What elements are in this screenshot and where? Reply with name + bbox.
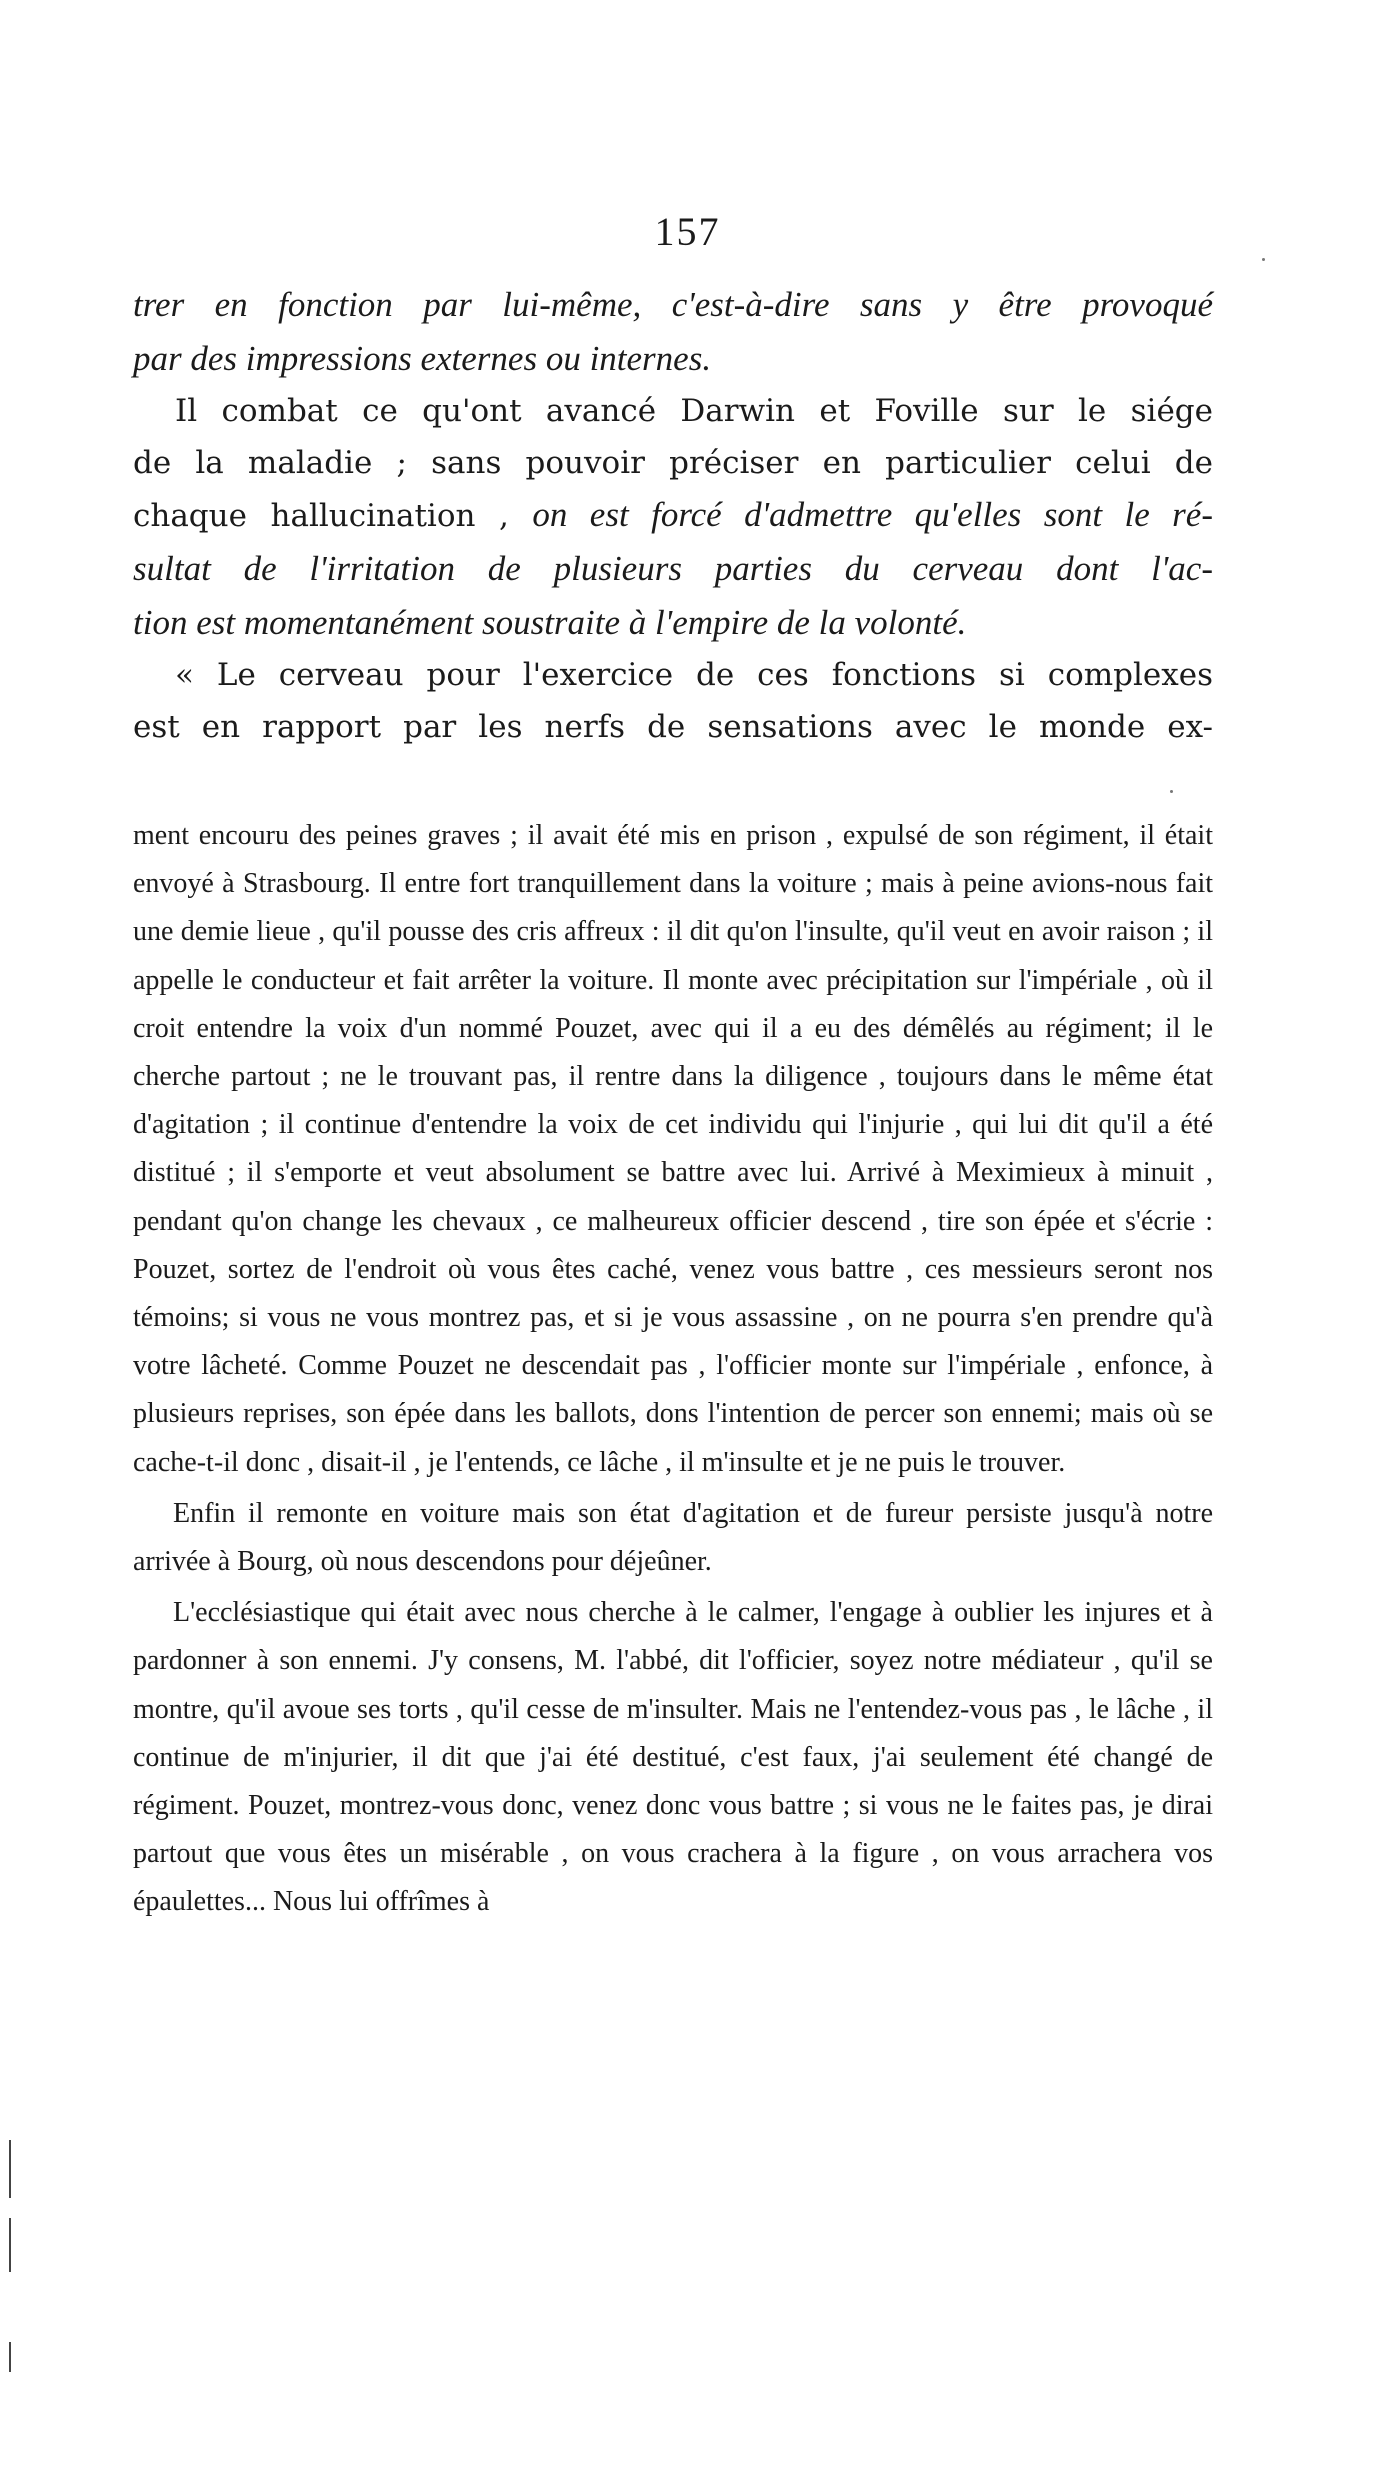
scan-margin-mark xyxy=(9,2140,11,2198)
footnote-paragraph: ment encouru des peines graves ; il avait été mis en prison , expulsé de son régiment, il était envoyé à Strasbourg. Il entre fort tranquillement dans la voiture ; mais à peine avions-nous fait une demie lieue , qu'il pousse des cris affreux : il dit qu'on l'insulte, qu'il veut en avoir raison ; il appelle le conducteur et fait arrêter la voiture. Il monte avec précipitation sur l'impériale , où il croit entendre la voix d'un nommé Pouzet, avec qui il a eu des démêlés au régiment; il le cherche partout ; ne le trouvant pas, il rentre dans la diligence , toujours dans le même état d'agitation ; il continue d'entendre la voix de cet individu qui l'injurie , qui lui dit qu'il a été distitué ; il s'emporte et veut absolument se battre avec lui. Arrivé à Meximieux à minuit , pendant qu'on change les chevaux , ce malheureux officier descend , tire son épée et s'écrie : Pouzet, sortez de l'endroit où vous êtes caché, venez vous battre , ces messieurs seront nos témoins; si vous ne vous montrez pas, et si je vous assassine , on ne pourra s'en prendre qu'à votre lâcheté. Comme Pouzet ne descendait pas , l'officier monte sur l'impériale , enfonce, à plusieurs reprises, son épée dans les ballots, dons l'intention de percer son ennemi; mais où se cache-t-il donc , disait-il , je l'entends, ce lâche , il m'insulte et je ne puis le trouver. xyxy=(133,820,1213,1478)
text-line xyxy=(133,333,1213,387)
text-line xyxy=(133,543,1213,597)
text-line: de la maladie ; sans pouvoir préciser en particulier celui de xyxy=(133,444,1213,481)
text-line xyxy=(133,597,1213,651)
scan-speck xyxy=(1262,258,1265,261)
plain-text: chaque hallucination , xyxy=(133,498,509,535)
text-line: est en rapport par les nerfs de sensations avec le monde ex- xyxy=(133,708,1213,745)
italic-text: tion est momentanément soustraite à l'empire de la volonté. xyxy=(133,602,967,642)
footnote-paragraph: Enfin il remonte en voiture mais son état d'agitation et de fureur persiste jusqu'à notre arrivée à Bourg, où nous descendons pour déjeûner. xyxy=(133,1497,1213,1578)
text-line: « Le cerveau pour l'exercice de ces fonctions si complexes xyxy=(175,657,1213,694)
scan-margin-mark xyxy=(9,2342,11,2372)
text-line xyxy=(133,489,1213,543)
scan-margin-mark xyxy=(9,2218,11,2272)
text-line xyxy=(133,279,1213,333)
main-text-block xyxy=(133,279,1213,753)
italic-text: trer en fonction par lui-même, c'est-à-dire sans y être provoqué xyxy=(133,285,1213,324)
text-line: Il combat ce qu'ont avancé Darwin et Foville sur le siége xyxy=(175,393,1213,430)
scan-speck xyxy=(1170,790,1173,793)
italic-text: sultat de l'irritation de plusieurs parties du cerveau dont l'ac- xyxy=(133,548,1213,588)
italic-text: par des impressions externes ou internes. xyxy=(133,338,712,378)
page-number: 157 xyxy=(654,209,721,254)
footnote-paragraph: L'ecclésiastique qui était avec nous cherche à le calmer, l'engage à oublier les injures et à pardonner à son ennemi. J'y consens, M. l'abbé, dit l'officier, soyez notre médiateur , qu'il se montre, qu'il avoue ses torts , qu'il cesse de m'insulter. Mais ne l'entendez-vous pas , le lâche , il continue de m'injurier, il dit que j'ai été destitué, c'est faux, j'ai seulement été changé de régiment. Pouzet, montrez-vous donc, venez donc vous battre ; si vous ne le faites pas, je dirai partout que vous êtes un misérable , on vous crachera à la figure , on vous arrachera vos épaulettes... Nous lui offrîmes à xyxy=(133,1597,1213,1918)
italic-text: on est forcé d'admettre qu'elles sont le ré- xyxy=(532,495,1213,535)
footnote-text-block xyxy=(133,812,1213,1930)
